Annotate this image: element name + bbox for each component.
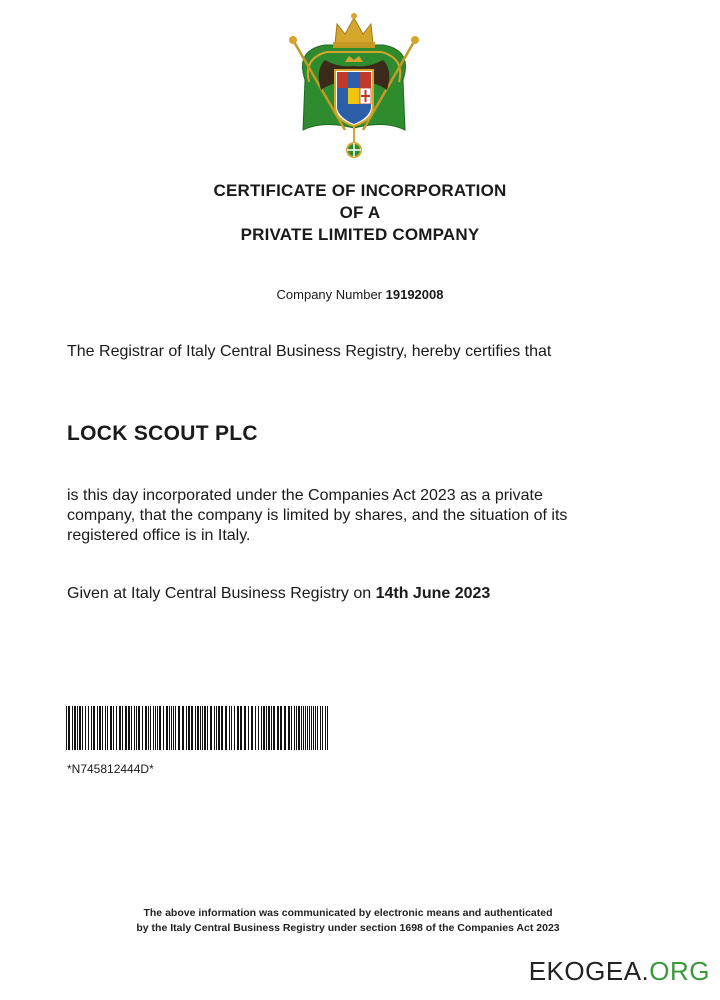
- footer-note: [0, 906, 696, 936]
- company-number-line: [0, 287, 720, 302]
- given-date: 14th June 2023: [375, 585, 491, 602]
- company-number-label: Company Number: [276, 287, 386, 302]
- certify-paragraph: The Registrar of Italy Central Business Registry, hereby certifies that: [67, 343, 552, 360]
- watermark-main: EKOGEA.: [528, 956, 650, 986]
- title-line-3: PRIVATE LIMITED COMPANY: [240, 225, 480, 244]
- title-line-1: CERTIFICATE OF INCORPORATION: [213, 181, 507, 200]
- coat-of-arms-icon: [285, 10, 423, 162]
- incorporation-paragraph: is this day incorporated under the Companies Act 2023 as a private company, that the company is limited by shares, and the situation of its registered office is in Italy.: [67, 487, 568, 544]
- title-line-2: OF A: [339, 203, 381, 222]
- watermark-suffix: ORG: [649, 956, 710, 986]
- barcode-icon: [66, 706, 330, 750]
- barcode-text: *N745812444D*: [67, 762, 154, 776]
- company-name: LOCK SCOUT PLC: [67, 422, 258, 445]
- company-number-value: 19192008: [385, 287, 444, 302]
- certificate-title: [0, 180, 720, 246]
- given-prefix: Given at Italy Central Business Registry on: [67, 585, 376, 602]
- watermark-logo: [529, 956, 710, 987]
- given-at-line: [67, 584, 627, 604]
- footer-line-1: The above information was communicated by electronic means and authenticated: [143, 907, 553, 919]
- footer-line-2: by the Italy Central Business Registry under section 1698 of the Companies Act 2023: [136, 922, 560, 934]
